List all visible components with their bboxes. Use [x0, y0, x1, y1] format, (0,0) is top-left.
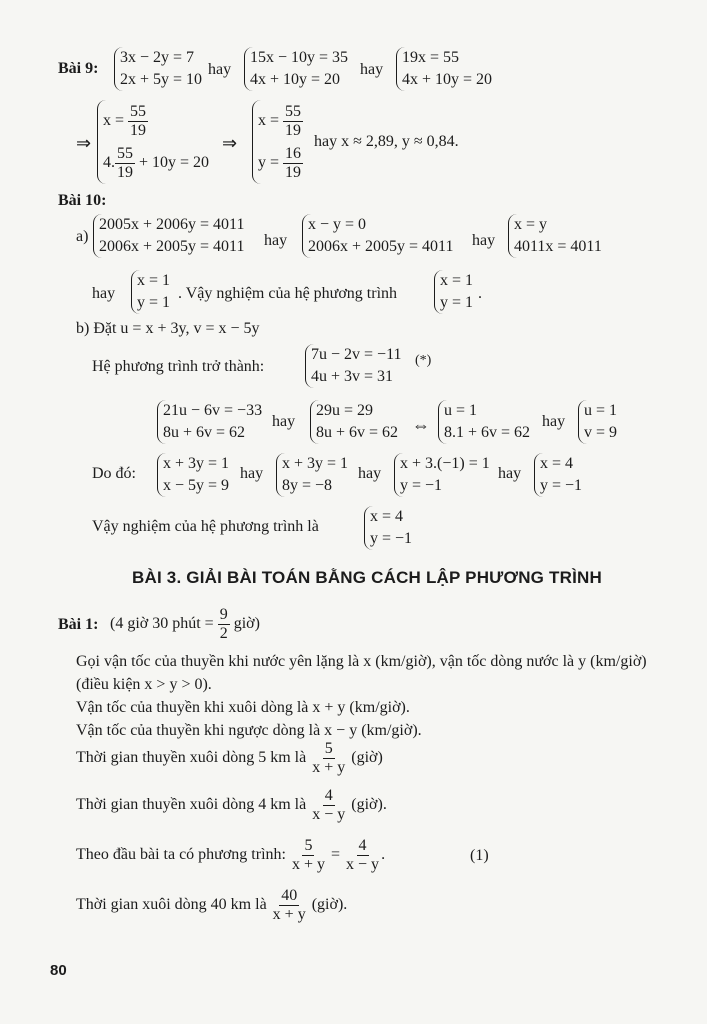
hay-word: hay	[240, 465, 264, 482]
equation-reference: (1)	[470, 847, 489, 864]
time-line-1: Thời gian thuyền xuôi dòng 5 km là $\frac{5}{x + y}$ (giờ)	[76, 740, 383, 776]
bai1-intro: (4 giờ 30 phút = $\frac{9}{2}$ giờ)	[110, 606, 260, 642]
hay-word: hay	[542, 413, 566, 430]
bai10b-system-8: x + 3.(−1) = 1 y = −1	[394, 453, 490, 497]
bai10b-system-1: 7u − 2v = −11 4u + 3v = 31	[305, 344, 401, 388]
time-line-2: Thời gian thuyền xuôi dòng 4 km là $\frac{4}{x - y}$ (giờ).	[76, 787, 387, 823]
hay-word: hay	[498, 465, 522, 482]
bai9-system-5: x = $\frac{55}{19}$ y = $\frac{16}{19}$	[252, 100, 303, 184]
bai10b-system-10: x = 4 y = −1	[364, 506, 412, 550]
hay-word: hay	[360, 61, 384, 78]
bai10b-system-4: u = 1 8.1 + 6v = 62	[438, 400, 530, 444]
bai10a-system-3: x = y 4011x = 4011	[508, 214, 602, 258]
bai9-system-3: 19x = 55 4x + 10y = 20	[396, 47, 492, 91]
paragraph-3: Vận tốc của thuyền khi xuôi dòng là x + y (km/giờ).	[76, 699, 410, 716]
implies-arrow: ⇒	[76, 133, 92, 153]
bai10a-system-2: x − y = 0 2006x + 2005y = 4011	[302, 214, 453, 258]
hay-word: hay	[264, 232, 288, 249]
bai10-label: Bài 10:	[58, 192, 107, 209]
paragraph-2: (điều kiện x > y > 0).	[76, 676, 212, 693]
bai10a-system-1: 2005x + 2006y = 4011 2006x + 2005y = 4011	[93, 214, 244, 258]
time-line-3: Thời gian xuôi dòng 40 km là $\frac{40}{x + y}$ (giờ).	[76, 887, 348, 923]
bai10b-system-2: 21u − 6v = −33 8u + 6v = 62	[157, 400, 262, 444]
bai10a-system-5: x = 1 y = 1	[434, 270, 473, 314]
bai9-system-4: x = $\frac{55}{19}$ 4. $\frac{55}{19}$ + 10y = 20	[97, 100, 209, 184]
implies-arrow: ⇒	[222, 133, 238, 153]
part-b-intro: b) Đặt u = x + 3y, v = x − 5y	[76, 320, 260, 337]
section-title: BÀI 3. GIẢI BÀI TOÁN BẰNG CÁCH LẬP PHƯƠNG TRÌNH	[132, 568, 602, 587]
period: .	[478, 285, 482, 302]
equivalence-arrow: ⇔	[412, 415, 430, 435]
bai10b-system-3: 29u = 29 8u + 6v = 62	[310, 400, 398, 444]
page-number: 80	[50, 962, 67, 979]
b-system-intro: Hệ phương trình trở thành:	[92, 358, 265, 375]
star-reference: (*)	[415, 353, 432, 368]
bai10a-conclusion: . Vậy nghiệm của hệ phương trình	[178, 285, 398, 302]
paragraph-4: Vận tốc của thuyền khi ngược dòng là x − y (km/giờ).	[76, 722, 422, 739]
bai10b-system-5: u = 1 v = 9	[578, 400, 617, 444]
hay-word: hay	[272, 413, 296, 430]
bai9-system-1: 3x − 2y = 7 2x + 5y = 10	[114, 47, 202, 91]
bai10b-conclusion: Vậy nghiệm của hệ phương trình là	[92, 518, 319, 535]
paragraph-1: Gọi vận tốc của thuyền khi nước yên lặng là x (km/giờ), vận tốc dòng nước là y (km/giờ)	[76, 653, 647, 670]
hay-word: hay	[472, 232, 496, 249]
equation-line: Theo đầu bài ta có phương trình: $\frac{5}{x + y}$ = $\frac{4}{x - y}$ .	[76, 837, 386, 873]
bai9-label: Bài 9:	[58, 60, 99, 77]
bai10b-system-7: x + 3y = 1 8y = −8	[276, 453, 348, 497]
bai10a-system-4: x = 1 y = 1	[131, 270, 170, 314]
do-do-label: Do đó:	[92, 465, 136, 482]
hay-word: hay	[208, 61, 232, 78]
part-a-label: a)	[76, 228, 89, 245]
bai9-result: hay x ≈ 2,89, y ≈ 0,84.	[314, 133, 459, 150]
hay-word: hay	[92, 285, 116, 302]
bai9-system-2: 15x − 10y = 35 4x + 10y = 20	[244, 47, 348, 91]
hay-word: hay	[358, 465, 382, 482]
bai10b-system-9: x = 4 y = −1	[534, 453, 582, 497]
bai1-label: Bài 1:	[58, 616, 99, 633]
bai10b-system-6: x + 3y = 1 x − 5y = 9	[157, 453, 229, 497]
